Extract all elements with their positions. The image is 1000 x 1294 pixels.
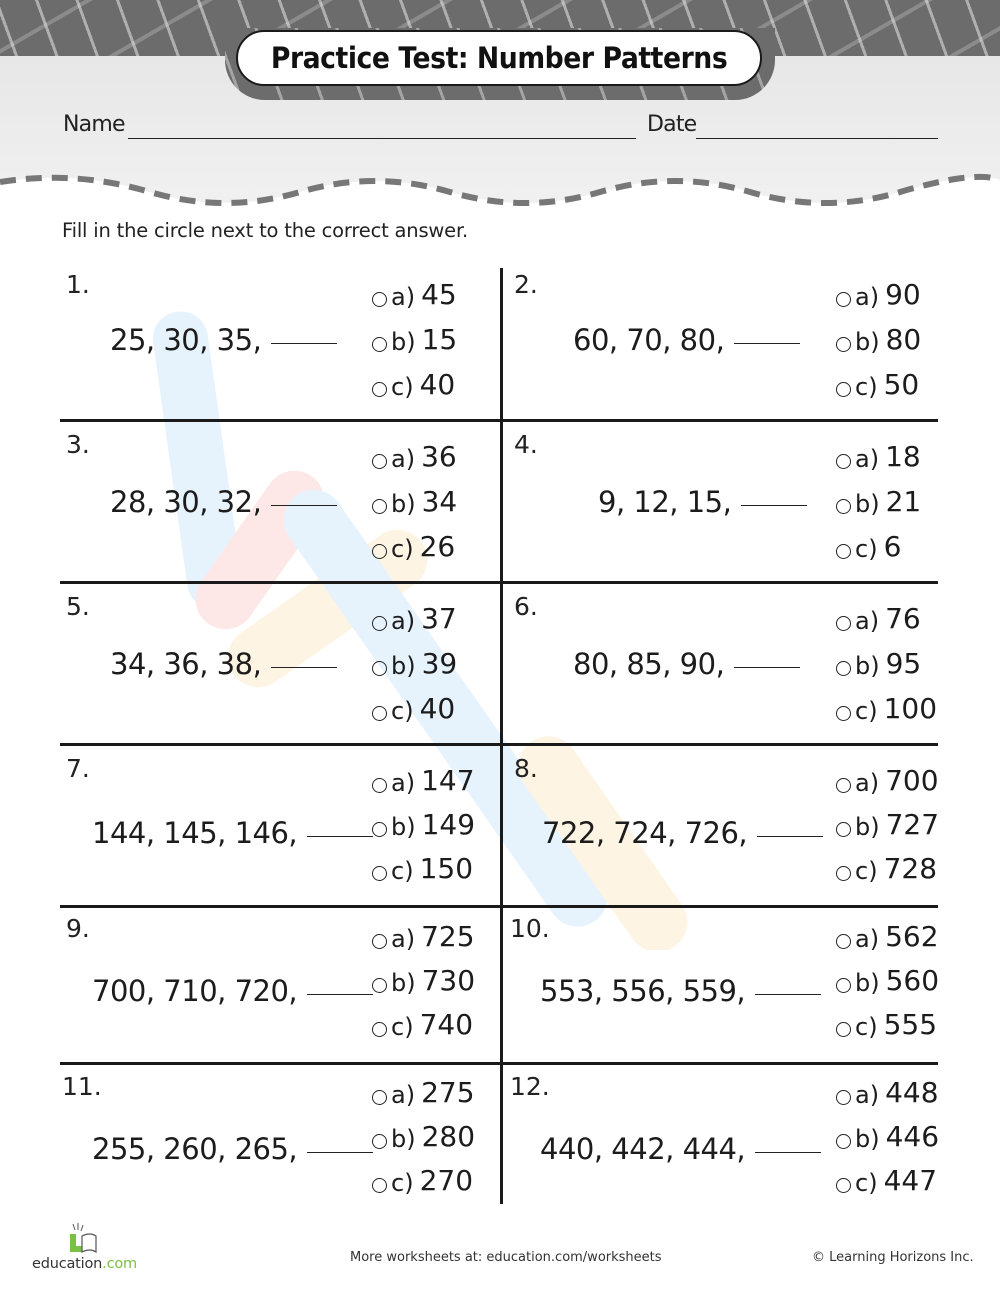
- radio-bubble[interactable]: [372, 1022, 387, 1037]
- option-letter: b): [391, 813, 416, 841]
- radio-bubble[interactable]: [372, 661, 387, 676]
- radio-bubble[interactable]: [836, 292, 851, 307]
- option-c[interactable]: [372, 530, 455, 563]
- option-value: 446: [885, 1120, 940, 1153]
- option-letter: b): [855, 969, 880, 997]
- radio-bubble[interactable]: [836, 778, 851, 793]
- number-sequence: [598, 485, 807, 519]
- radio-bubble[interactable]: [372, 866, 387, 881]
- question-number: 5.: [66, 592, 90, 621]
- title-banner: [236, 30, 762, 86]
- radio-bubble[interactable]: [836, 661, 851, 676]
- page-title: Practice Test: Number Patterns: [270, 41, 728, 75]
- option-letter: c): [391, 373, 414, 401]
- answer-blank[interactable]: [307, 1152, 373, 1153]
- sequence-text: 440, 442, 444,: [540, 1132, 746, 1166]
- option-value: 147: [421, 764, 475, 797]
- option-letter: c): [391, 1013, 414, 1041]
- question-4: [508, 428, 948, 588]
- option-letter: b): [855, 328, 880, 356]
- sequence-text: 25, 30, 35,: [110, 323, 262, 357]
- logo-suffix: .com: [102, 1256, 137, 1272]
- number-sequence: [92, 816, 373, 850]
- option-letter: b): [391, 490, 416, 518]
- option-value: 18: [885, 440, 921, 473]
- option-letter: b): [391, 328, 416, 356]
- question-1: [60, 268, 500, 428]
- question-11: [60, 1070, 500, 1230]
- question-number: 2.: [514, 270, 538, 299]
- option-c[interactable]: [372, 852, 473, 885]
- option-value: 725: [421, 920, 475, 953]
- question-number: 4.: [514, 430, 538, 459]
- option-value: 80: [885, 323, 922, 356]
- option-letter: c): [855, 697, 878, 725]
- option-value: 150: [419, 852, 474, 885]
- option-letter: c): [855, 1169, 878, 1197]
- radio-bubble[interactable]: [836, 706, 851, 721]
- question-3: [60, 428, 500, 588]
- answer-blank[interactable]: [734, 343, 800, 344]
- option-value: 727: [885, 808, 940, 841]
- radio-bubble[interactable]: [372, 778, 387, 793]
- radio-bubble[interactable]: [372, 544, 387, 559]
- option-a[interactable]: [836, 278, 921, 311]
- option-b[interactable]: [372, 964, 475, 997]
- option-letter: b): [391, 1125, 416, 1153]
- question-number: 9.: [66, 914, 90, 943]
- answer-blank[interactable]: [271, 667, 337, 668]
- option-letter: c): [391, 1169, 414, 1197]
- question-12: [508, 1070, 948, 1230]
- sequence-text: 722, 724, 726,: [542, 816, 748, 850]
- option-letter: c): [855, 857, 878, 885]
- radio-bubble[interactable]: [372, 616, 387, 631]
- option-value: 100: [883, 692, 938, 725]
- option-value: 50: [883, 368, 920, 401]
- option-letter: a): [391, 607, 416, 635]
- option-c[interactable]: [372, 692, 455, 725]
- option-letter: a): [855, 283, 880, 311]
- option-b[interactable]: [372, 808, 475, 841]
- option-b[interactable]: [836, 647, 921, 680]
- option-value: 555: [883, 1008, 938, 1041]
- option-letter: a): [855, 769, 880, 797]
- radio-bubble[interactable]: [836, 1178, 851, 1193]
- more-worksheets-link[interactable]: More worksheets at: education.com/worksheets: [350, 1250, 662, 1265]
- radio-bubble[interactable]: [372, 978, 387, 993]
- option-c[interactable]: [836, 368, 919, 401]
- radio-bubble[interactable]: [836, 1134, 851, 1149]
- sequence-text: 28, 30, 32,: [110, 485, 262, 519]
- answer-blank[interactable]: [271, 343, 337, 344]
- number-sequence: [540, 1132, 821, 1166]
- option-b[interactable]: [372, 323, 457, 356]
- option-value: 149: [421, 808, 476, 841]
- option-c[interactable]: [836, 852, 937, 885]
- question-10: [508, 912, 948, 1072]
- radio-bubble[interactable]: [836, 499, 851, 514]
- radio-bubble[interactable]: [372, 337, 387, 352]
- number-sequence: [540, 974, 821, 1008]
- radio-bubble[interactable]: [372, 1178, 387, 1193]
- number-sequence: [573, 647, 800, 681]
- option-c[interactable]: [372, 1164, 473, 1197]
- radio-bubble[interactable]: [372, 499, 387, 514]
- option-value: 6: [883, 530, 902, 563]
- option-a[interactable]: [372, 920, 475, 953]
- radio-bubble[interactable]: [836, 978, 851, 993]
- radio-bubble[interactable]: [836, 337, 851, 352]
- number-sequence: [110, 485, 337, 519]
- radio-bubble[interactable]: [836, 1090, 851, 1105]
- option-a[interactable]: [836, 440, 921, 473]
- answer-blank[interactable]: [271, 505, 337, 506]
- option-c[interactable]: [372, 368, 455, 401]
- option-value: 76: [885, 602, 921, 635]
- option-b[interactable]: [372, 1120, 475, 1153]
- education-logo[interactable]: [32, 1222, 152, 1276]
- sequence-text: 144, 145, 146,: [92, 816, 298, 850]
- question-number: 1.: [66, 270, 90, 299]
- option-value: 740: [419, 1008, 474, 1041]
- option-a[interactable]: [372, 278, 457, 311]
- question-number: 11.: [62, 1072, 102, 1101]
- name-field[interactable]: [128, 138, 636, 139]
- sequence-text: 9, 12, 15,: [598, 485, 732, 519]
- option-b[interactable]: [836, 964, 939, 997]
- option-value: 270: [419, 1164, 474, 1197]
- logo-main: education: [32, 1256, 103, 1272]
- option-letter: a): [855, 445, 880, 473]
- question-number: 6.: [514, 592, 538, 621]
- question-number: 8.: [514, 754, 538, 783]
- radio-bubble[interactable]: [372, 454, 387, 469]
- question-number: 3.: [66, 430, 90, 459]
- option-value: 45: [421, 278, 457, 311]
- option-letter: b): [855, 490, 880, 518]
- copyright: © Learning Horizons Inc.: [812, 1250, 974, 1265]
- option-letter: b): [391, 969, 416, 997]
- sequence-text: 34, 36, 38,: [110, 647, 262, 681]
- option-letter: a): [391, 925, 416, 953]
- instructions: Fill in the circle next to the correct answer.: [62, 219, 468, 242]
- option-b[interactable]: [372, 647, 457, 680]
- option-letter: c): [391, 857, 414, 885]
- question-number: 12.: [510, 1072, 550, 1101]
- number-sequence: [92, 1132, 373, 1166]
- radio-bubble[interactable]: [836, 1022, 851, 1037]
- answer-blank[interactable]: [755, 994, 821, 995]
- option-value: 36: [421, 440, 457, 473]
- radio-bubble[interactable]: [372, 822, 387, 837]
- option-letter: a): [391, 1081, 416, 1109]
- number-sequence: [542, 816, 823, 850]
- radio-bubble[interactable]: [372, 934, 387, 949]
- radio-bubble[interactable]: [372, 1090, 387, 1105]
- date-field[interactable]: [696, 138, 938, 139]
- radio-bubble[interactable]: [836, 822, 851, 837]
- option-b[interactable]: [372, 485, 457, 518]
- option-value: 40: [419, 368, 456, 401]
- radio-bubble[interactable]: [372, 706, 387, 721]
- number-sequence: [92, 974, 373, 1008]
- option-letter: a): [391, 769, 416, 797]
- sequence-text: 700, 710, 720,: [92, 974, 298, 1008]
- option-value: 90: [885, 278, 921, 311]
- option-letter: c): [391, 697, 414, 725]
- name-label: Name: [63, 112, 125, 137]
- radio-bubble[interactable]: [372, 1134, 387, 1149]
- question-number: 10.: [510, 914, 550, 943]
- question-8: [508, 752, 948, 912]
- option-b[interactable]: [836, 323, 921, 356]
- question-9: [60, 912, 500, 1072]
- option-b[interactable]: [836, 485, 921, 518]
- radio-bubble[interactable]: [836, 934, 851, 949]
- option-letter: c): [855, 535, 878, 563]
- option-value: 26: [419, 530, 456, 563]
- answer-blank[interactable]: [307, 836, 373, 837]
- option-value: 700: [885, 764, 939, 797]
- option-a[interactable]: [372, 602, 457, 635]
- option-a[interactable]: [372, 440, 457, 473]
- option-letter: b): [391, 652, 416, 680]
- radio-bubble[interactable]: [836, 616, 851, 631]
- option-value: 39: [421, 647, 458, 680]
- option-value: 560: [885, 964, 940, 997]
- logo-text: [32, 1256, 137, 1272]
- number-sequence: [110, 647, 337, 681]
- question-number: 7.: [66, 754, 90, 783]
- question-2: [508, 268, 948, 428]
- option-a[interactable]: [836, 764, 939, 797]
- option-value: 280: [421, 1120, 476, 1153]
- option-a[interactable]: [372, 764, 475, 797]
- option-c[interactable]: [836, 1164, 937, 1197]
- option-letter: c): [855, 1013, 878, 1041]
- option-value: 562: [885, 920, 939, 953]
- option-value: 728: [883, 852, 938, 885]
- option-value: 275: [421, 1076, 475, 1109]
- option-letter: a): [855, 607, 880, 635]
- option-letter: b): [855, 813, 880, 841]
- sequence-text: 255, 260, 265,: [92, 1132, 298, 1166]
- answer-blank[interactable]: [755, 1152, 821, 1153]
- option-letter: a): [855, 1081, 880, 1109]
- number-sequence: [110, 323, 337, 357]
- option-value: 448: [885, 1076, 939, 1109]
- sequence-text: 60, 70, 80,: [573, 323, 725, 357]
- option-value: 34: [421, 485, 458, 518]
- option-value: 37: [421, 602, 457, 635]
- option-letter: a): [391, 283, 416, 311]
- option-a[interactable]: [836, 1076, 939, 1109]
- radio-bubble[interactable]: [836, 454, 851, 469]
- option-letter: a): [391, 445, 416, 473]
- option-letter: c): [391, 535, 414, 563]
- book-icon: [62, 1222, 122, 1256]
- option-letter: b): [855, 1125, 880, 1153]
- option-value: 730: [421, 964, 476, 997]
- date-label: Date: [647, 112, 697, 137]
- sequence-text: 80, 85, 90,: [573, 647, 725, 681]
- radio-bubble[interactable]: [372, 382, 387, 397]
- option-a[interactable]: [372, 1076, 475, 1109]
- question-7: [60, 752, 500, 912]
- answer-blank[interactable]: [307, 994, 373, 995]
- option-b[interactable]: [836, 808, 939, 841]
- option-value: 21: [885, 485, 922, 518]
- radio-bubble[interactable]: [836, 544, 851, 559]
- radio-bubble[interactable]: [372, 292, 387, 307]
- option-letter: a): [855, 925, 880, 953]
- number-sequence: [573, 323, 800, 357]
- option-letter: c): [855, 373, 878, 401]
- sequence-text: 553, 556, 559,: [540, 974, 746, 1008]
- option-b[interactable]: [836, 1120, 939, 1153]
- option-c[interactable]: [836, 1008, 937, 1041]
- option-value: 447: [883, 1164, 938, 1197]
- option-c[interactable]: [372, 1008, 473, 1041]
- option-a[interactable]: [836, 920, 939, 953]
- option-value: 15: [421, 323, 458, 356]
- option-a[interactable]: [836, 602, 921, 635]
- option-letter: b): [855, 652, 880, 680]
- radio-bubble[interactable]: [836, 866, 851, 881]
- question-5: [60, 590, 500, 750]
- option-c[interactable]: [836, 530, 901, 563]
- answer-blank[interactable]: [741, 505, 807, 506]
- answer-blank[interactable]: [757, 836, 823, 837]
- option-value: 95: [885, 647, 922, 680]
- question-6: [508, 590, 948, 750]
- radio-bubble[interactable]: [836, 382, 851, 397]
- answer-blank[interactable]: [734, 667, 800, 668]
- option-value: 40: [419, 692, 456, 725]
- option-c[interactable]: [836, 692, 937, 725]
